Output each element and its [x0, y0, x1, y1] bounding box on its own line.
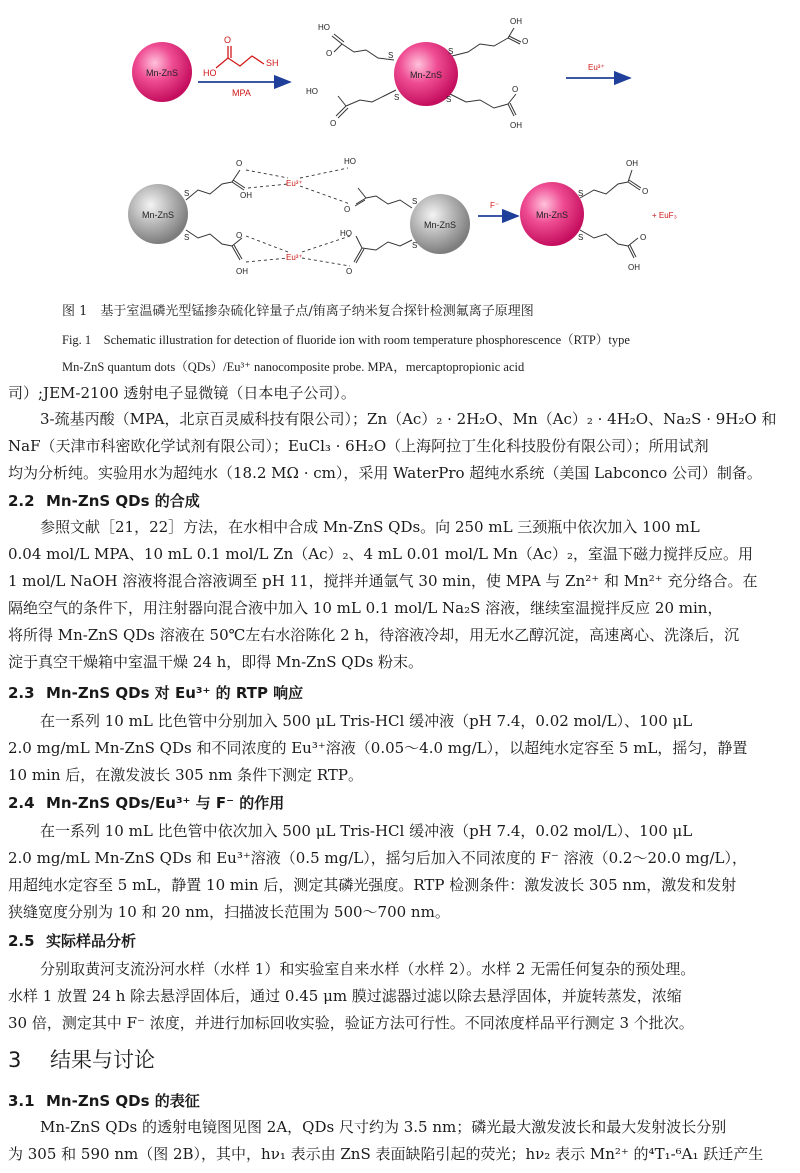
paragraph-rtp-response: 在一系列 10 mL 比色管中分别加入 500 μL Tris-HCl 缓冲液（pH 7.4，0.02 mol/L）、100 μL 2.0 mg/mL Mn-ZnS QDs 和不同浓度的 Eu³⁺溶液（0.05～4.0 mg/L），以超纯水定容至 5 mL，摇匀，静置 10 min 后，在激发波长 305 nm 条件下测定 RTP。	[8, 712, 748, 784]
svg-text:O: O	[642, 187, 649, 196]
svg-text:O: O	[346, 267, 353, 276]
paragraph-fluoride-interaction: 在一系列 10 mL 比色管中依次加入 500 μL Tris-HCl 缓冲液（pH 7.4，0.02 mol/L）、100 μL 2.0 mg/mL Mn-ZnS QDs 和 Eu³⁺溶液（0.5 mg/L），摇匀后加入不同浓度的 F⁻ 溶液（0.2～20.0 mg/L）， 用超纯水定容至 5 mL，静置 10 min 后，测定其磷光强度。RTP 检测条件：激发波长 305 nm，激发和发射 狭缝宽度分别为 10 和 20 nm，扫描波长范围为 500～700 nm。	[8, 822, 747, 921]
svg-text:Mn-ZnS: Mn-ZnS	[409, 70, 443, 80]
svg-text:O: O	[224, 35, 232, 45]
svg-text:S: S	[412, 197, 418, 206]
gray-qd-left	[128, 184, 188, 244]
svg-text:S: S	[184, 189, 190, 198]
svg-text:O: O	[522, 37, 529, 46]
svg-text:OH: OH	[626, 159, 638, 168]
paragraph-instrument-end: 司）;JEM-2100 透射电子显微镜（日本电子公司）。	[8, 384, 356, 402]
svg-text:S: S	[578, 189, 584, 198]
mpa-molecule	[216, 46, 264, 68]
svg-text:Mn-ZnS: Mn-ZnS	[145, 68, 179, 78]
figure-caption-cn: 图 1 基于室温磷光型锰掺杂硫化锌量子点/铕离子纳米复合探针检测氟离子原理图	[62, 304, 534, 319]
svg-text:F⁻: F⁻	[490, 201, 500, 210]
svg-text:S: S	[388, 51, 394, 60]
svg-text:OH: OH	[510, 121, 522, 130]
paragraph-reagents: 3-巯基丙酸（MPA，北京百灵威科技有限公司）；Zn（Ac）₂ · 2H₂O、Mn（Ac）₂ · 4H₂O、Na₂S · 9H₂O 和 NaF（天津市科密欧化学试剂有限公司）；EuCl₃ · 6H₂O（上海阿拉丁生化科技股份有限公司）；所用试剂 均为分析纯。实验用水为超纯水（18.2 MΩ · cm），采用 WaterPro 超纯水系统（美国 Labconco 公司）制备。	[8, 410, 777, 482]
svg-text:S: S	[412, 241, 418, 250]
paragraph-sample-analysis: 分别取黄河支流汾河水样（水样 1）和实验室自来水样（水样 2）。水样 2 无需任何复杂的预处理。 水样 1 放置 24 h 除去悬浮固体后，通过 0.45 μm 膜过滤器过滤以除去悬浮固体，并旋转蒸发，浓缩 30 倍，测定其中 F⁻ 浓度，并进行加标回收实验，验证方法可行性。不同浓度样品平行测定 3 个批次。	[8, 960, 696, 1032]
svg-text:O: O	[330, 119, 337, 128]
svg-text:S: S	[448, 47, 454, 56]
svg-text:S: S	[394, 93, 400, 102]
heading-3: 3 结果与讨论	[8, 1048, 155, 1072]
svg-text:Mn-ZnS: Mn-ZnS	[423, 220, 457, 230]
bare-qd	[132, 42, 192, 102]
euf3-product: + EuF₃	[652, 211, 677, 220]
svg-text:O: O	[640, 233, 647, 242]
svg-text:SH: SH	[266, 58, 279, 68]
svg-text:MPA: MPA	[232, 88, 251, 98]
paragraph-synthesis: 参照文献［21，22］方法，在水相中合成 Mn-ZnS QDs。向 250 mL 三颈瓶中依次加入 100 mL 0.04 mol/L MPA、10 mL 0.1 mol/L Zn（Ac）₂、4 mL 0.01 mol/L Mn（Ac）₂，室温下磁力搅拌反应。用 1 mol/L NaOH 溶液将混合溶液调至 pH 11，搅拌并通氩气 30 min，使 MPA 与 Zn²⁺ 和 Mn²⁺ 充分络合。在 隔绝空气的条件下，用注射器向混合液中加入 10 mL 0.1 mol/L Na₂S 溶液，继续室温搅拌反应 20 min， 将所得 Mn-ZnS QDs 溶液在 50℃左右水浴陈化 2 h，待溶液冷却，用无水乙醇沉淀，高速离心、洗涤后，沉 淀于真空干燥箱中室温干燥 24 h，即得 Mn-ZnS QDs 粉末。	[8, 518, 758, 671]
svg-text:OH: OH	[240, 191, 252, 200]
gray-qd-right	[410, 194, 470, 254]
svg-text:S: S	[446, 95, 452, 104]
eu-ion-bottom: Eu³⁺	[286, 253, 303, 262]
svg-text:HO: HO	[203, 68, 217, 78]
paragraph-characterization: Mn-ZnS QDs 的透射电镜图见图 2A，QDs 尺寸约为 3.5 nm；磷光最大激发波长和最大发射波长分别 为 305 和 590 nm（图 2B），其中，hν₁ 表示由 ZnS 表面缺陷引起的荧光；hν₂ 表示 Mn²⁺ 的⁴T₁-⁶A₁ 跃迁产生	[8, 1118, 764, 1163]
svg-text:OH: OH	[236, 267, 248, 276]
svg-text:OH: OH	[628, 263, 640, 272]
svg-text:S: S	[578, 233, 584, 242]
svg-text:O: O	[236, 231, 243, 240]
svg-text:HO: HO	[318, 23, 330, 32]
eu-ion-top: Eu³⁺	[286, 179, 303, 188]
schematic-figure	[0, 0, 800, 290]
heading-2-5: 2.5 实际样品分析	[8, 932, 137, 950]
svg-text:HO: HO	[306, 87, 318, 96]
heading-2-3: 2.3 Mn-ZnS QDs 对 Eu³⁺ 的 RTP 响应	[8, 684, 304, 702]
svg-text:S: S	[184, 233, 190, 242]
recovered-qd	[520, 182, 584, 246]
svg-text:O: O	[344, 205, 351, 214]
svg-text:O: O	[512, 85, 519, 94]
svg-text:Eu³⁺: Eu³⁺	[588, 63, 605, 72]
svg-text:O: O	[236, 159, 243, 168]
heading-3-1: 3.1 Mn-ZnS QDs 的表征	[8, 1092, 200, 1110]
figure-caption-en-line2: Mn-ZnS quantum dots（QDs）/Eu³⁺ nanocomposite probe. MPA，mercaptopropionic acid	[62, 360, 525, 374]
figure-caption-en-line1: Fig. 1 Schematic illustration for detection of fluoride ion with room temperature phosphorescence（RTP）type	[62, 333, 630, 347]
svg-text:OH: OH	[510, 17, 522, 26]
svg-text:Mn-ZnS: Mn-ZnS	[535, 210, 569, 220]
svg-text:Mn-ZnS: Mn-ZnS	[141, 210, 175, 220]
svg-text:HO: HO	[344, 157, 356, 166]
heading-2-2: 2.2 Mn-ZnS QDs 的合成	[8, 492, 200, 510]
heading-2-4: 2.4 Mn-ZnS QDs/Eu³⁺ 与 F⁻ 的作用	[8, 794, 285, 812]
svg-text:HO: HO	[340, 229, 352, 238]
svg-text:O: O	[326, 49, 333, 58]
